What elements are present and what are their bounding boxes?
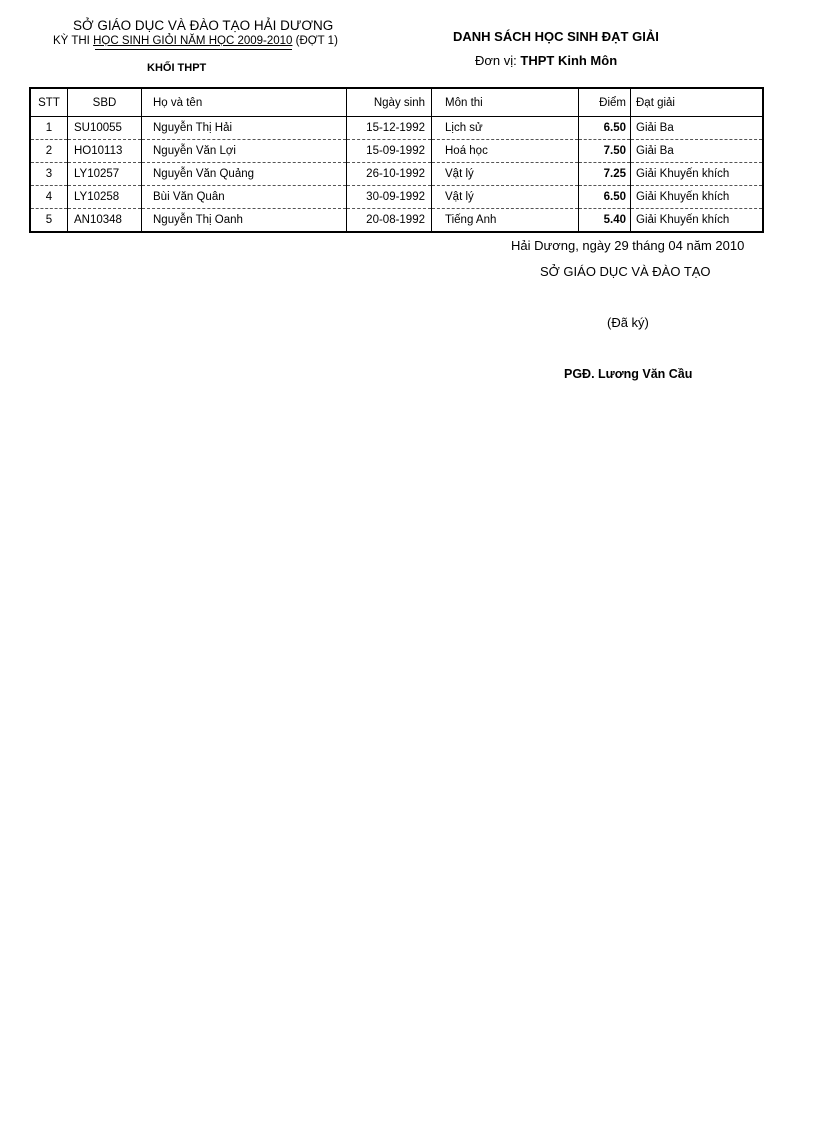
cell-sbd: AN10348 xyxy=(68,209,142,233)
cell-sbd: HO10113 xyxy=(68,140,142,163)
header-underline-divider xyxy=(95,49,292,50)
cell-name: Nguyễn Thị Oanh xyxy=(142,209,347,233)
cell-score: 6.50 xyxy=(579,186,631,209)
cell-dob: 26-10-1992 xyxy=(347,163,432,186)
cell-subject: Vật lý xyxy=(432,186,579,209)
table-row xyxy=(30,209,763,233)
unit-line xyxy=(475,53,617,68)
cell-score: 7.50 xyxy=(579,140,631,163)
cell-prize: Giải Khuyến khích xyxy=(631,163,764,186)
cell-prize: Giải Ba xyxy=(631,140,764,163)
cell-dob: 15-09-1992 xyxy=(347,140,432,163)
cell-name: Bùi Văn Quân xyxy=(142,186,347,209)
unit-label: Đơn vị: xyxy=(475,53,517,68)
document-title: DANH SÁCH HỌC SINH ĐẠT GIẢI xyxy=(453,29,659,44)
cell-name: Nguyễn Thị Hải xyxy=(142,117,347,140)
col-header-prize: Đạt giải xyxy=(631,88,764,117)
col-header-dob: Ngày sinh xyxy=(347,88,432,117)
cell-score: 5.40 xyxy=(579,209,631,233)
cell-stt: 3 xyxy=(30,163,68,186)
col-header-name: Họ và tên xyxy=(142,88,347,117)
cell-name: Nguyễn Văn Lợi xyxy=(142,140,347,163)
col-header-stt: STT xyxy=(30,88,68,117)
cell-dob: 15-12-1992 xyxy=(347,117,432,140)
cell-score: 7.25 xyxy=(579,163,631,186)
cell-subject: Hoá học xyxy=(432,140,579,163)
signer-name: PGĐ. Lương Văn Cầu xyxy=(564,367,693,381)
place-date-line: Hải Dương, ngày 29 tháng 04 năm 2010 xyxy=(511,238,745,253)
col-header-score: Điểm xyxy=(579,88,631,117)
exam-prefix: KỲ THI xyxy=(53,35,90,47)
cell-dob: 20-08-1992 xyxy=(347,209,432,233)
cell-sbd: LY10257 xyxy=(68,163,142,186)
cell-stt: 5 xyxy=(45,214,53,226)
exam-name: HỌC SINH GIỎI NĂM HỌC 2009-2010 xyxy=(93,35,293,47)
cell-sbd: LY10258 xyxy=(68,186,142,209)
cell-sbd: SU10055 xyxy=(68,117,142,140)
table-row xyxy=(30,186,763,209)
awards-table xyxy=(29,87,764,233)
cell-dob: 30-09-1992 xyxy=(347,186,432,209)
cell-prize: Giải Khuyến khích xyxy=(631,209,764,233)
exam-round: (ĐỢT 1) xyxy=(295,35,338,47)
signing-department: SỞ GIÁO DỤC VÀ ĐÀO TẠO xyxy=(540,264,711,279)
unit-value: THPT Kinh Môn xyxy=(520,53,618,68)
table-row xyxy=(30,163,763,186)
department-name: SỞ GIÁO DỤC VÀ ĐÀO TẠO HẢI DƯƠNG xyxy=(73,18,334,33)
cell-stt: 2 xyxy=(30,140,68,163)
cell-stt: 1 xyxy=(30,117,68,140)
table-header-row xyxy=(30,88,763,117)
cell-subject: Tiếng Anh xyxy=(432,209,579,233)
col-header-sbd: SBD xyxy=(68,88,142,117)
cell-score: 6.50 xyxy=(579,117,631,140)
table-row xyxy=(30,140,763,163)
cell-stt: 4 xyxy=(30,186,68,209)
col-header-subject: Môn thi xyxy=(432,88,579,117)
school-level: KHỐI THPT xyxy=(147,62,207,74)
exam-title xyxy=(53,35,338,47)
cell-subject: Vật lý xyxy=(432,163,579,186)
cell-name: Nguyễn Văn Quảng xyxy=(142,163,347,186)
cell-prize: Giải Khuyến khích xyxy=(631,186,764,209)
cell-subject: Lịch sử xyxy=(432,117,579,140)
table-row xyxy=(30,117,763,140)
signed-note: (Đã ký) xyxy=(607,315,649,330)
cell-prize: Giải Ba xyxy=(631,117,764,140)
